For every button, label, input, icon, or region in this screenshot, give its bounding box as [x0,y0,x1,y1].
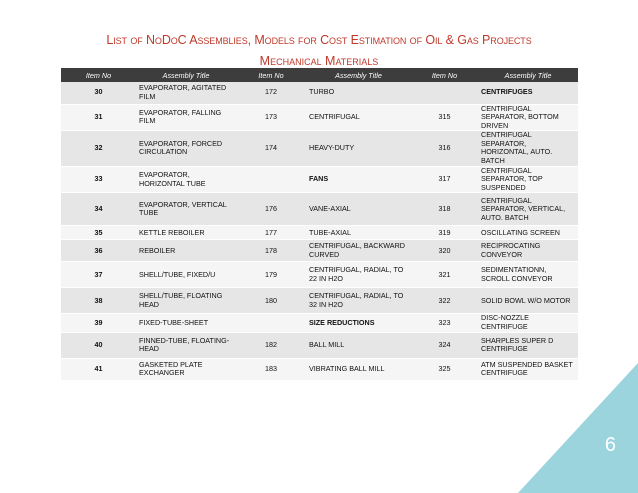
item-no-cell: 178 [236,240,306,262]
assembly-title-cell: FINNED-TUBE, FLOATING-HEAD [136,332,236,358]
item-no-cell: 33 [61,166,136,193]
assembly-title-cell: CENTRIFUGAL, RADIAL, TO 32 IN H2O [306,288,411,314]
assembly-title-cell: CENTRIFUGAL [306,104,411,131]
item-no-cell: 183 [236,358,306,380]
assembly-title-cell: ATM SUSPENDED BASKET CENTRIFUGE [478,358,578,380]
assembly-title-cell: CENTRIFUGAL SEPARATOR, VERTICAL, AUTO. BATCH [478,193,578,226]
header-assembly-title-1: Assembly Title [136,68,236,82]
table-row [61,240,578,262]
assembly-title-cell: VANE-AXIAL [306,193,411,226]
page-number: 6 [604,434,616,456]
table-header-row [61,68,578,82]
assembly-title-cell: RECIPROCATING CONVEYOR [478,240,578,262]
table-row [61,131,578,166]
item-no-cell: 322 [411,288,478,314]
assembly-title-cell: GASKETED PLATE EXCHANGER [136,358,236,380]
header-assembly-title-3: Assembly Title [478,68,578,82]
item-no-cell: 320 [411,240,478,262]
header-item-no-3: Item No [411,68,478,82]
assembly-title-cell: HEAVY-DUTY [306,131,411,166]
assembly-title-cell: KETTLE REBOILER [136,226,236,240]
assembly-title-cell: FANS [306,166,411,193]
table-row [61,314,578,332]
table-row [61,104,578,131]
item-no-cell: 180 [236,288,306,314]
item-no-cell: 323 [411,314,478,332]
assembly-title-cell: SOLID BOWL W/O MOTOR [478,288,578,314]
assembly-title-cell: BALL MILL [306,332,411,358]
item-no-cell: 315 [411,104,478,131]
assembly-title-cell: FIXED-TUBE-SHEET [136,314,236,332]
assembly-title-cell: SEDIMENTATIONN, SCROLL CONVEYOR [478,262,578,288]
assembly-title-cell: CENTRIFUGAL SEPARATOR, HORIZONTAL, AUTO. BATCH [478,131,578,166]
item-no-cell: 317 [411,166,478,193]
table-row [61,332,578,358]
table-row [61,82,578,104]
item-no-cell [236,166,306,193]
item-no-cell: 182 [236,332,306,358]
page-title: List of NoDoC Assemblies, Models for Cost Estimation of Oil & Gas Projects [106,33,532,47]
table-row [61,358,578,380]
assembly-title-cell: EVAPORATOR, AGITATED FILM [136,82,236,104]
item-no-cell: 316 [411,131,478,166]
assembly-title-cell: TURBO [306,82,411,104]
page-subtitle: Mechanical Materials [259,54,379,68]
assembly-title-cell: CENTRIFUGAL, BACKWARD CURVED [306,240,411,262]
assembly-title-cell: TUBE-AXIAL [306,226,411,240]
item-no-cell: 324 [411,332,478,358]
assembly-title-cell: DISC-NOZZLE CENTRIFUGE [478,314,578,332]
table-row [61,262,578,288]
assembly-title-cell: EVAPORATOR, HORIZONTAL TUBE [136,166,236,193]
item-no-cell: 41 [61,358,136,380]
header-assembly-title-2: Assembly Title [306,68,411,82]
item-no-cell: 31 [61,104,136,131]
item-no-cell: 176 [236,193,306,226]
assembly-title-cell: VIBRATING BALL MILL [306,358,411,380]
item-no-cell: 34 [61,193,136,226]
assembly-title-cell: SHELL/TUBE, FLOATING HEAD [136,288,236,314]
item-no-cell: 40 [61,332,136,358]
item-no-cell: 30 [61,82,136,104]
assembly-title-cell: EVAPORATOR, VERTICAL TUBE [136,193,236,226]
item-no-cell: 35 [61,226,136,240]
item-no-cell: 179 [236,262,306,288]
assembly-title-cell: CENTRIFUGAL SEPARATOR, BOTTOM DRIVEN [478,104,578,131]
item-no-cell: 174 [236,131,306,166]
item-no-cell [411,82,478,104]
item-no-cell: 38 [61,288,136,314]
assembly-title-cell: OSCILLATING SCREEN [478,226,578,240]
item-no-cell [236,314,306,332]
item-no-cell: 318 [411,193,478,226]
item-no-cell: 36 [61,240,136,262]
assembly-title-cell: SHARPLES SUPER D CENTRIFUGE [478,332,578,358]
assembly-title-cell: CENTRIFUGES [478,82,578,104]
assembly-title-cell: CENTRIFUGAL, RADIAL, TO 22 IN H2O [306,262,411,288]
table-row [61,288,578,314]
assembly-title-cell: SIZE REDUCTIONS [306,314,411,332]
header-item-no-1: Item No [61,68,136,82]
item-no-cell: 32 [61,131,136,166]
item-no-cell: 37 [61,262,136,288]
assembly-title-cell: EVAPORATOR, FORCED CIRCULATION [136,131,236,166]
table-row [61,193,578,226]
corner-decoration [518,363,638,493]
assembly-title-cell: REBOILER [136,240,236,262]
assembly-title-cell: SHELL/TUBE, FIXED/U [136,262,236,288]
assembly-title-cell: EVAPORATOR, FALLING FILM [136,104,236,131]
item-no-cell: 321 [411,262,478,288]
assemblies-table [61,68,578,381]
item-no-cell: 177 [236,226,306,240]
header-item-no-2: Item No [236,68,306,82]
item-no-cell: 319 [411,226,478,240]
item-no-cell: 325 [411,358,478,380]
item-no-cell: 39 [61,314,136,332]
table-row [61,226,578,240]
assembly-title-cell: CENTRIFUGAL SEPARATOR, TOP SUSPENDED [478,166,578,193]
item-no-cell: 172 [236,82,306,104]
item-no-cell: 173 [236,104,306,131]
table-row [61,166,578,193]
